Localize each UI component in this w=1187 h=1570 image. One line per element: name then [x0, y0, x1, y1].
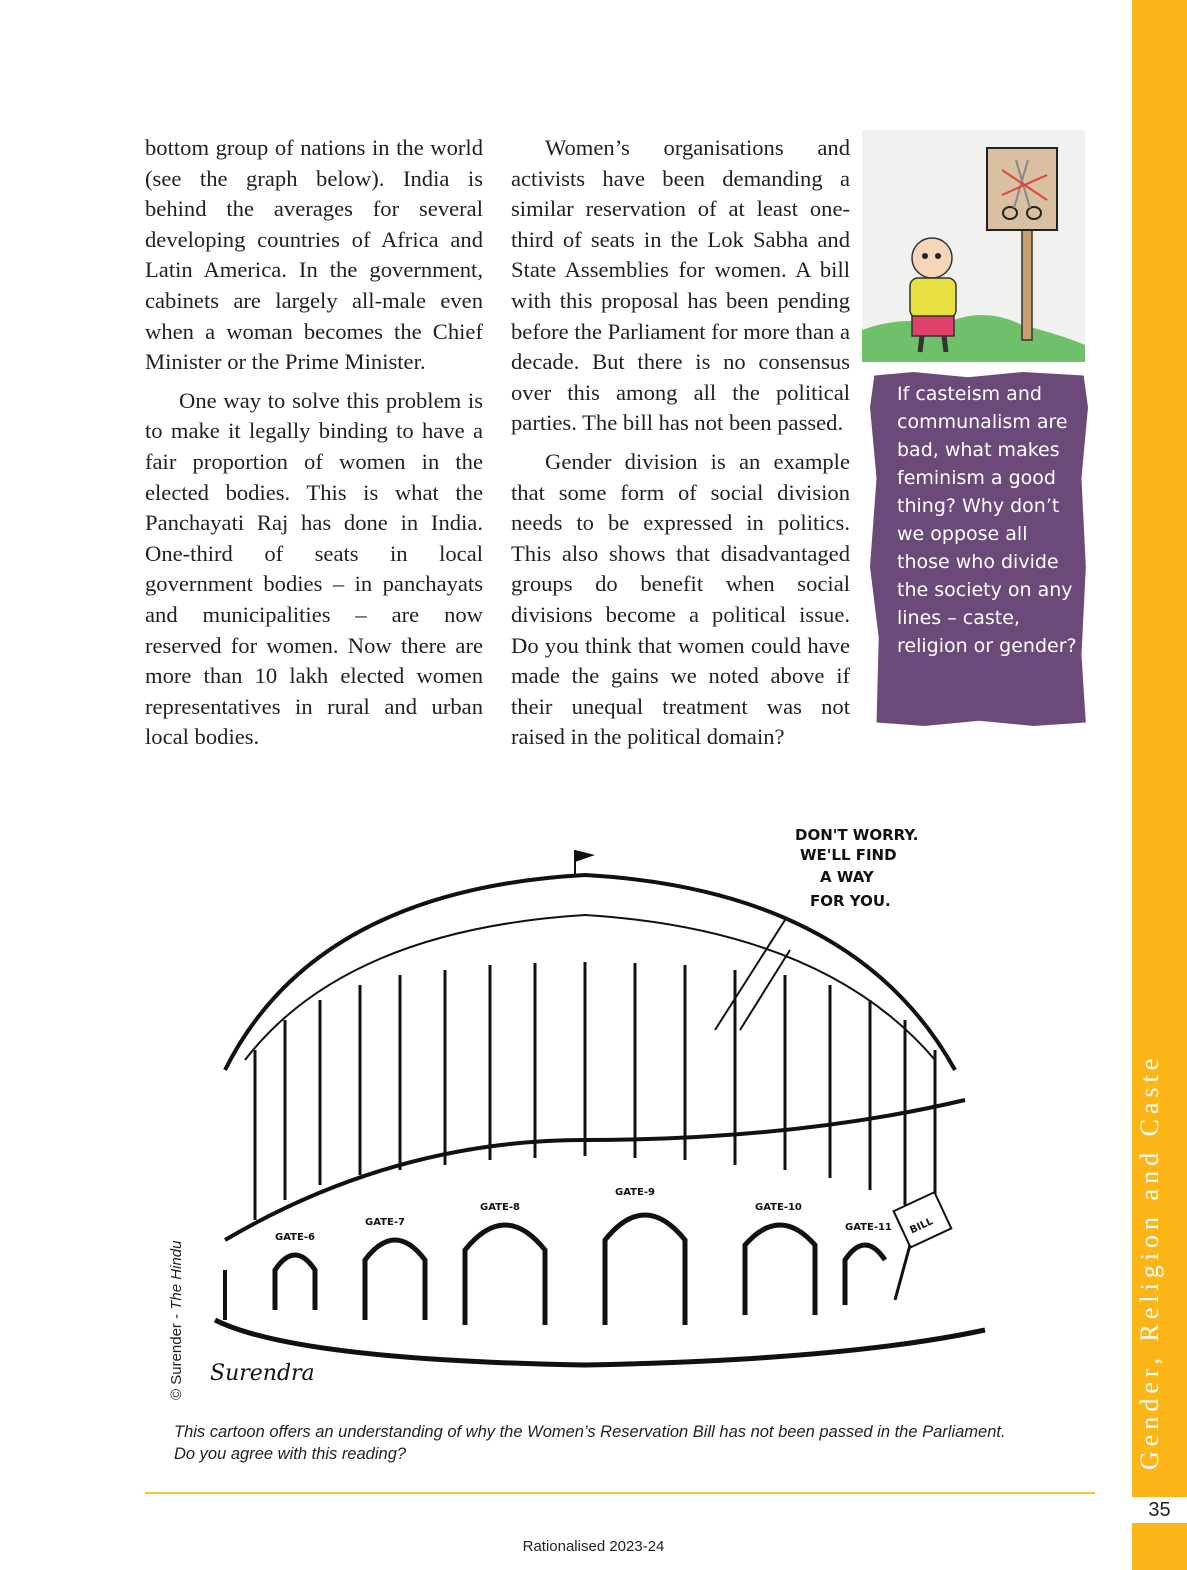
paragraph: One way to solve this problem is to make it legally binding to have a fair proportion of women in the elected bodies. This is what the Panchayati Raj has done in India. One-third of seats in local government bodies – in panchayats and municipalities – are now reserved for women. Now there are more than 10 lakh elected women representatives in rural and urban local bodies. — [145, 387, 483, 750]
gate-label: GATE-9 — [615, 1187, 655, 1198]
divider-line — [145, 1492, 1095, 1494]
cartoon-caption — [174, 1421, 1094, 1465]
paragraph: Women’s organisations and activists have been demanding a similar reservation of at least one-third of seats in the Lok Sabha and State Assemblies for women. A bill with this proposal has been pending before the Parliament for more than a decade. But there is no consensus over this among all the political parties. The bill has not been passed. — [511, 135, 850, 436]
gate-label: GATE-8 — [480, 1202, 520, 1213]
footer-text: Rationalised 2023-24 — [522, 1538, 665, 1555]
parliament-cartoon — [195, 800, 1005, 1390]
cartoon-credit: © Surender - The Hindu — [168, 1240, 185, 1400]
question-callout-text: If casteism and communalism are bad, what makes feminism a good thing? Why don’t we oppose all those who divide the society on any lines – caste, religion or gender? — [897, 383, 1077, 657]
speech-bubble-line-3: A WAY — [820, 868, 874, 886]
gate-label: GATE-10 — [755, 1202, 802, 1213]
paragraph: Gender division is an example that some form of social division needs to be expressed in politics. This also shows that disadvantaged groups do benefit when social divisions become a political issue. Do you think that women could have made the gains we noted above if their unequal treatment was not raised in the political domain? — [511, 448, 850, 750]
text-column-left — [145, 133, 483, 753]
gate-label: GATE-6 — [275, 1232, 315, 1243]
caption-line-1: This cartoon offers an understanding of why the Women’s Reservation Bill has not been passed in the Parliament. — [174, 1423, 1006, 1441]
caption-line-2: Do you agree with this reading? — [174, 1445, 407, 1463]
boy-illustration-icon — [862, 130, 1085, 362]
speech-bubble-line-1: DON'T WORRY. — [795, 826, 919, 844]
gate-label: GATE-7 — [365, 1217, 405, 1228]
speech-bubble-line-4: FOR YOU. — [810, 892, 891, 910]
cartoonist-signature: Surendra — [210, 1361, 315, 1386]
boy-scissors-illustration — [862, 130, 1085, 362]
speech-bubble-line-2: WE'LL FIND — [800, 846, 897, 864]
gate-label: GATE-11 — [845, 1222, 892, 1233]
chapter-title: Gender, Religion and Caste — [1135, 1053, 1164, 1470]
parliament-building-icon — [195, 800, 1005, 1390]
page-number: 35 — [1148, 1499, 1171, 1521]
text-column-middle — [511, 133, 850, 753]
bill-sign-text: BILL — [908, 1216, 935, 1237]
paragraph: bottom group of nations in the world (see the graph below). India is behind the averages for several developing countries of Africa and Latin America. In the government, cabinets are largely all-male even when a woman becomes the Chief Minister or the Prime Minister. — [145, 135, 483, 375]
